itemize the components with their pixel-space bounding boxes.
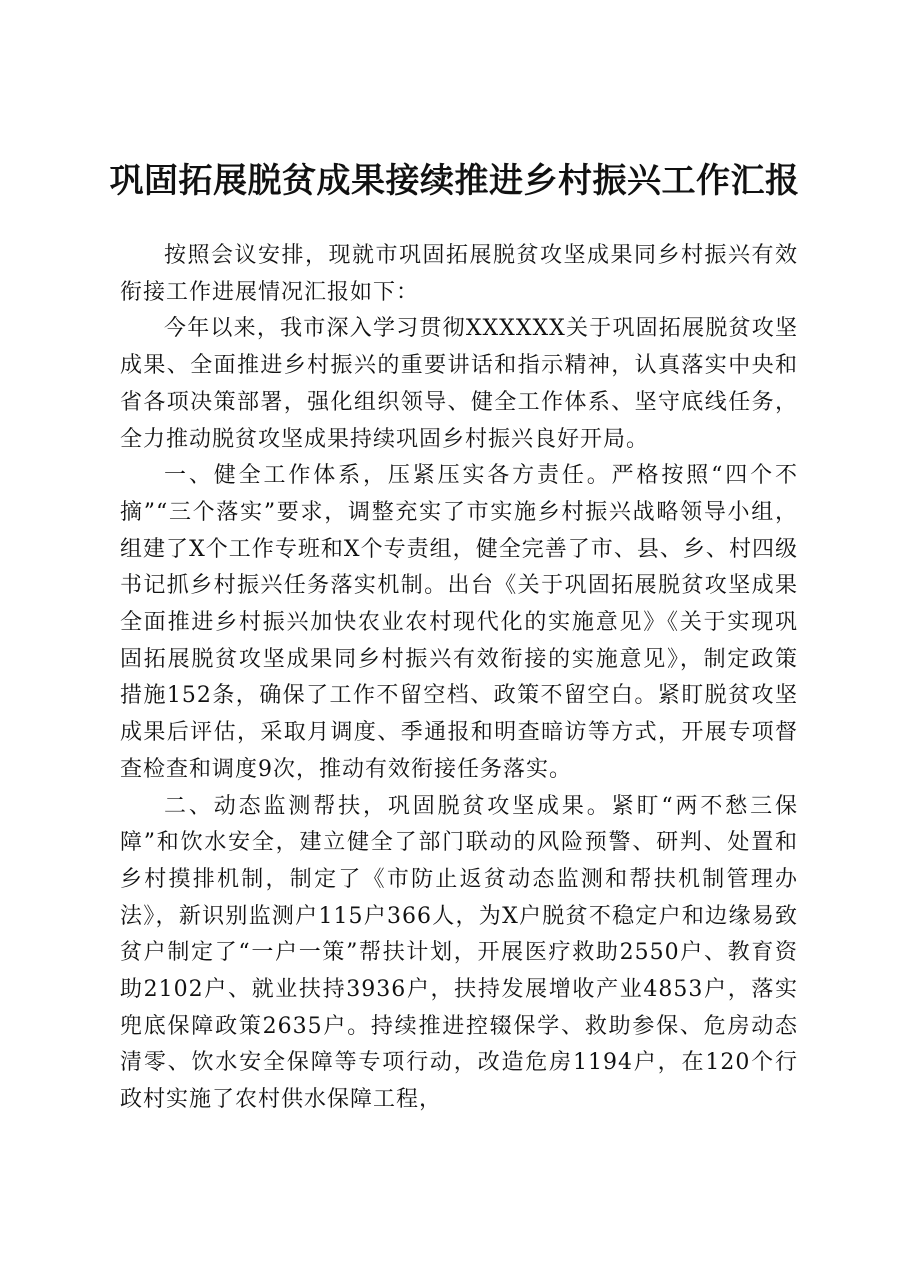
paragraph-intro: 按照会议安排，现就市巩固拓展脱贫攻坚成果同乡村振兴有效衔接工作进展情况汇报如下： bbox=[120, 243, 798, 305]
paragraph-overview: 今年以来，我市深入学习贯彻XXXXXX关于巩固拓展脱贫攻坚成果、全面推进乡村振兴的重要讲话和指示精神，认真落实中央和省各项决策部署，强化组织领导、健全工作体系、坚守底线任务，全力推动脱贫攻坚成果持续巩固乡村振兴良好开局。 bbox=[120, 316, 798, 452]
paragraph-section-2: 二、动态监测帮扶，巩固脱贫攻坚成果。紧盯“两不愁三保障”和饮水安全，建立健全了部门联动的风险预警、研判、处置和乡村摸排机制，制定了《市防止返贫动态监测和帮扶机制管理办法》，新识别监测户115户366人，为X户脱贫不稳定户和边缘易致贫户制定了“一户一策”帮扶计划，开展医疗救助2550户、教育资助2102户、就业扶持3936户，扶持发展增收产业4853户，落实兜底保障政策2635户。持续推进控辍保学、救助参保、危房动态清零、饮水安全保障等专项行动，改造危房1194户，在120个行政村实施了农村供水保障工程， bbox=[120, 793, 798, 1113]
document-body bbox=[120, 238, 798, 1119]
paragraph-section-1: 一、健全工作体系，压紧压实各方责任。严格按照“四个不摘”“三个落实”要求，调整充实了市实施乡村振兴战略领导小组，组建了X个工作专班和X个专责组，健全完善了市、县、乡、村四级书记抓乡村振兴任务落实机制。出台《关于巩固拓展脱贫攻坚成果全面推进乡村振兴加快农业农村现代化的实施意见》《关于实现巩固拓展脱贫攻坚成果同乡村振兴有效衔接的实施意见》，制定政策措施152条，确保了工作不留空档、政策不留空白。紧盯脱贫攻坚成果后评估，采取月调度、季通报和明查暗访等方式，开展专项督查检查和调度9次，推动有效衔接任务落实。 bbox=[120, 463, 798, 782]
document-title: 巩固拓展脱贫成果接续推进乡村振兴工作汇报 bbox=[109, 161, 800, 201]
